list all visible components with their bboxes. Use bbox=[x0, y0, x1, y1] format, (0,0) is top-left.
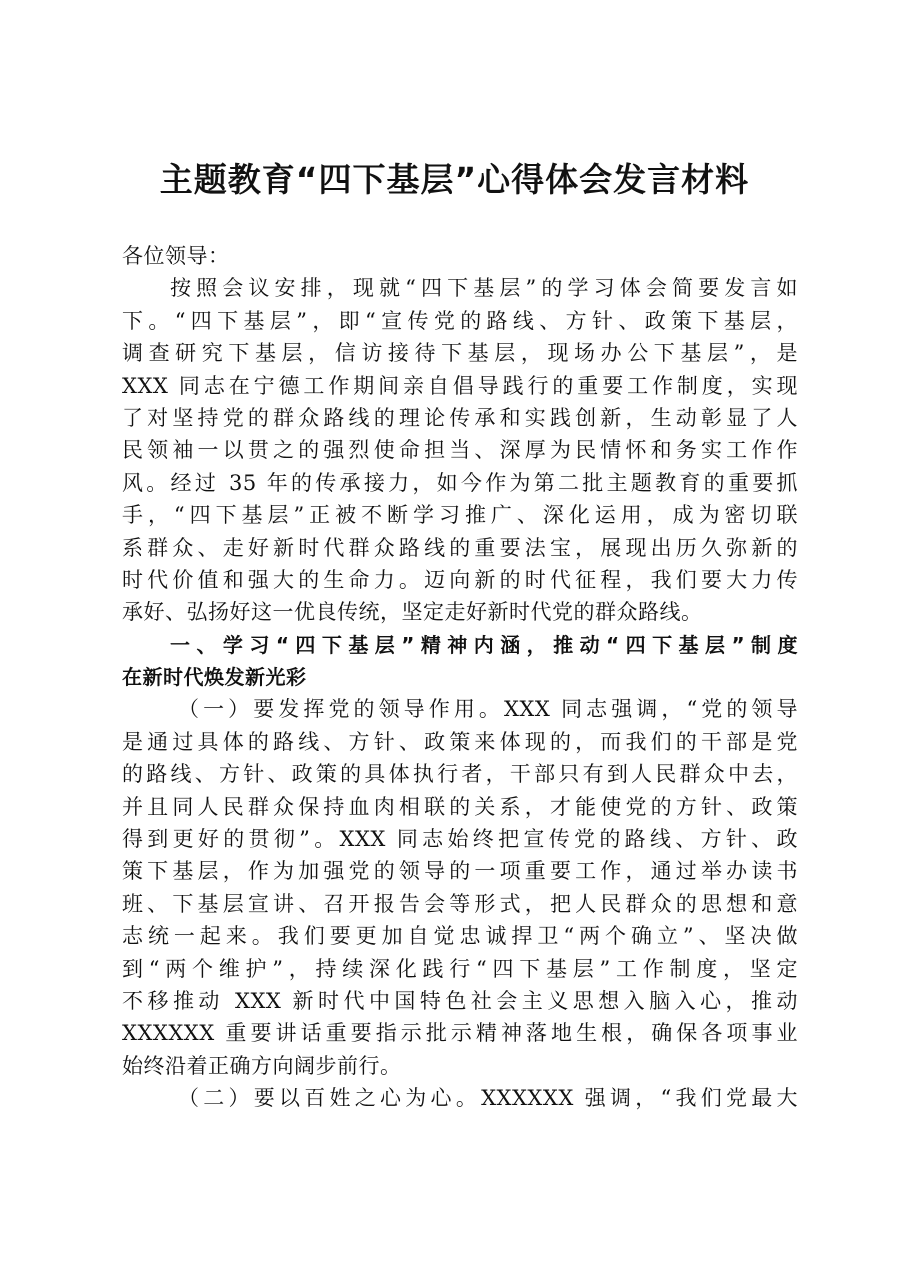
paragraph-people-heart bbox=[122, 1082, 798, 1114]
text-line: 手，“四下基层”正被不断学习推广、深化运用，成为密切联 bbox=[122, 503, 798, 528]
document-title: 主题教育“四下基层”心得体会发言材料 bbox=[159, 160, 750, 199]
text-line: 的路线、方针、政策的具体执行者，干部只有到人民群众中去， bbox=[122, 762, 798, 787]
paragraph-party-leadership bbox=[122, 693, 798, 1082]
text-line: 按照会议安排，现就“四下基层”的学习体会简要发言如 bbox=[170, 276, 798, 301]
text-line: 系群众、走好新时代群众路线的重要法宝，展现出历久弥新的 bbox=[122, 535, 798, 560]
text-line: （二）要以百姓之心为心。XXXXXX 强调，“我们党最大 bbox=[178, 1086, 798, 1111]
text-line: 志统一起来。我们要更加自觉忠诚捍卫“两个确立”、坚决做 bbox=[122, 924, 798, 949]
text-line: XXXXXX 重要讲话重要指示批示精神落地生根，确保各项事业 bbox=[122, 1021, 798, 1046]
document-body bbox=[122, 240, 798, 1115]
text-line: 下。“四下基层”，即“宣传党的路线、方针、政策下基层， bbox=[122, 308, 798, 333]
text-line: 是通过具体的路线、方针、政策来体现的，而我们的干部是党 bbox=[122, 729, 798, 754]
text-line: 得到更好的贯彻”。XXX 同志始终把宣传党的路线、方针、政 bbox=[122, 827, 798, 852]
text-line: 并且同人民群众保持血肉相联的关系，才能使党的方针、政策 bbox=[122, 794, 798, 819]
text-line: 风。经过 35 年的传承接力，如今作为第二批主题教育的重要抓 bbox=[122, 470, 798, 495]
text-line: 不移推动 XXX 新时代中国特色社会主义思想入脑入心，推动 bbox=[122, 988, 798, 1013]
text-line: （一）要发挥党的领导作用。XXX 同志强调，“党的领导 bbox=[178, 697, 798, 722]
text-line: 民领袖一以贯之的强烈使命担当、深厚为民情怀和务实工作作 bbox=[122, 438, 798, 463]
text-line: 承好、弘扬好这一优良传统，坚定走好新时代党的群众路线。 bbox=[122, 600, 703, 625]
text-line: XXX 同志在宁德工作期间亲自倡导践行的重要工作制度，实现 bbox=[122, 373, 798, 398]
text-line: 班、下基层宣讲、召开报告会等形式，把人民群众的思想和意 bbox=[122, 891, 798, 916]
heading-line: 在新时代焕发新光彩 bbox=[122, 665, 307, 690]
text-line: 调查研究下基层，信访接待下基层，现场办公下基层”，是 bbox=[122, 341, 798, 366]
paragraph-intro bbox=[122, 272, 798, 628]
section-heading-1 bbox=[122, 629, 798, 694]
text-line: 策下基层，作为加强党的领导的一项重要工作，通过举办读书 bbox=[122, 859, 798, 884]
text-line: 始终沿着正确方向阔步前行。 bbox=[122, 1053, 402, 1078]
text-line: 时代价值和强大的生命力。迈向新的时代征程，我们要大力传 bbox=[122, 567, 798, 592]
heading-line: 一、学习“四下基层”精神内涵，推动“四下基层”制度 bbox=[170, 632, 798, 657]
text-line: 到“两个维护”，持续深化践行“四下基层”工作制度，坚定 bbox=[122, 956, 798, 981]
salutation: 各位领导： bbox=[122, 244, 230, 268]
text-line: 了对坚持党的群众路线的理论传承和实践创新，生动彰显了人 bbox=[122, 405, 798, 430]
